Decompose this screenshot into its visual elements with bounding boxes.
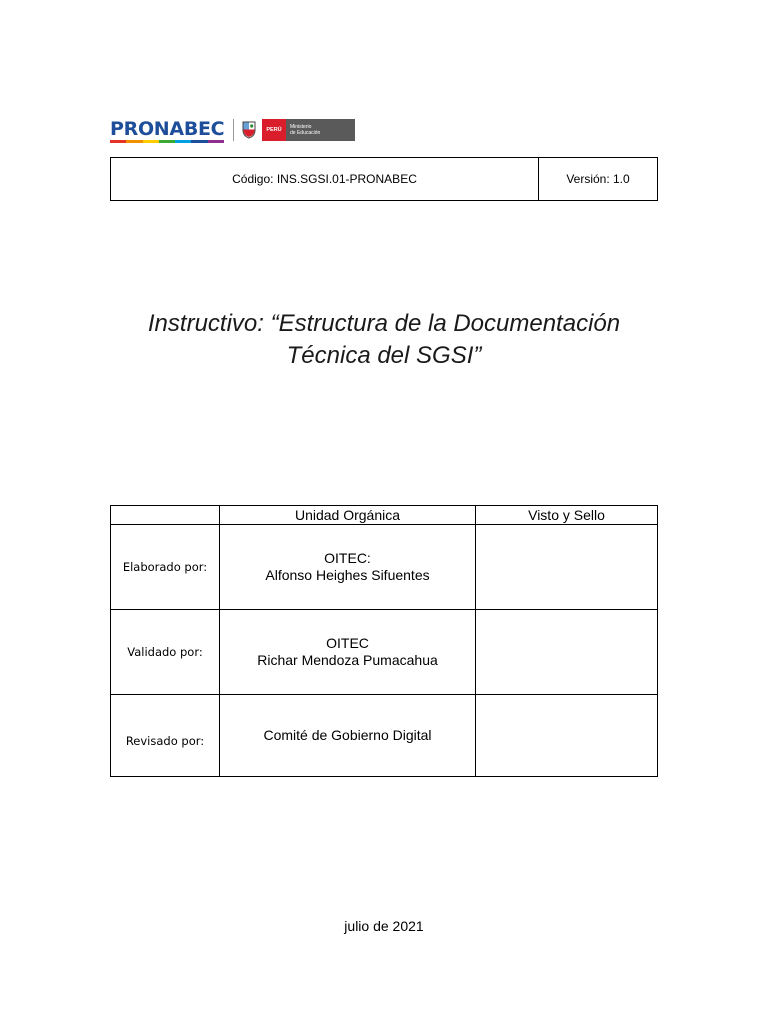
logo-divider [233, 119, 234, 141]
unit-name: OITEC [326, 635, 369, 651]
unit-name: Comité de Gobierno Digital [263, 727, 432, 743]
stamp-cell [476, 695, 658, 777]
document-version: Versión: 1.0 [538, 158, 657, 200]
unit-cell [220, 695, 476, 777]
color-stripe [175, 140, 191, 143]
ministry-line-1: Ministerio [290, 124, 312, 130]
title-line-2: Técnica del SGSI” [286, 342, 482, 369]
table-row [111, 695, 658, 777]
color-stripe [126, 140, 142, 143]
approval-table-header [111, 506, 658, 525]
color-stripe [208, 140, 224, 143]
pronabec-wordmark: PRONABEC [110, 118, 225, 140]
unit-cell [220, 525, 476, 610]
role-cell: Elaborado por: [111, 525, 220, 610]
header-cell-unit: Unidad Orgánica [220, 506, 476, 525]
person-name: Alfonso Heighes Sifuentes [265, 567, 430, 583]
person-name: Richar Mendoza Pumacahua [257, 652, 438, 668]
title-line-1: Instructivo: “Estructura de la Documentación [147, 310, 621, 337]
role-cell: Validado por: [111, 610, 220, 695]
approval-table [110, 505, 658, 777]
peru-label: PERÚ [262, 119, 286, 141]
color-stripe [159, 140, 175, 143]
document-header-table [110, 157, 658, 201]
color-stripe [191, 140, 207, 143]
document-date: julio de 2021 [344, 918, 424, 934]
unit-cell [220, 610, 476, 695]
header-cell-stamp: Visto y Sello [476, 506, 658, 525]
header-cell-blank [111, 506, 220, 525]
color-stripe [143, 140, 159, 143]
stamp-cell [476, 525, 658, 610]
table-row [111, 525, 658, 610]
peru-coat-of-arms-icon [240, 120, 258, 139]
table-row [111, 610, 658, 695]
role-cell: Revisado por: [111, 695, 220, 777]
unit-name: OITEC: [324, 550, 371, 566]
document-code: Código: INS.SGSI.01-PRONABEC [232, 172, 417, 186]
stamp-cell [476, 610, 658, 695]
document-title [90, 308, 678, 372]
ministry-label [286, 119, 355, 141]
color-stripe [110, 140, 126, 143]
pronabec-color-bar [110, 140, 224, 143]
pronabec-logo [110, 117, 360, 143]
ministry-line-2: de Educación [290, 130, 321, 136]
